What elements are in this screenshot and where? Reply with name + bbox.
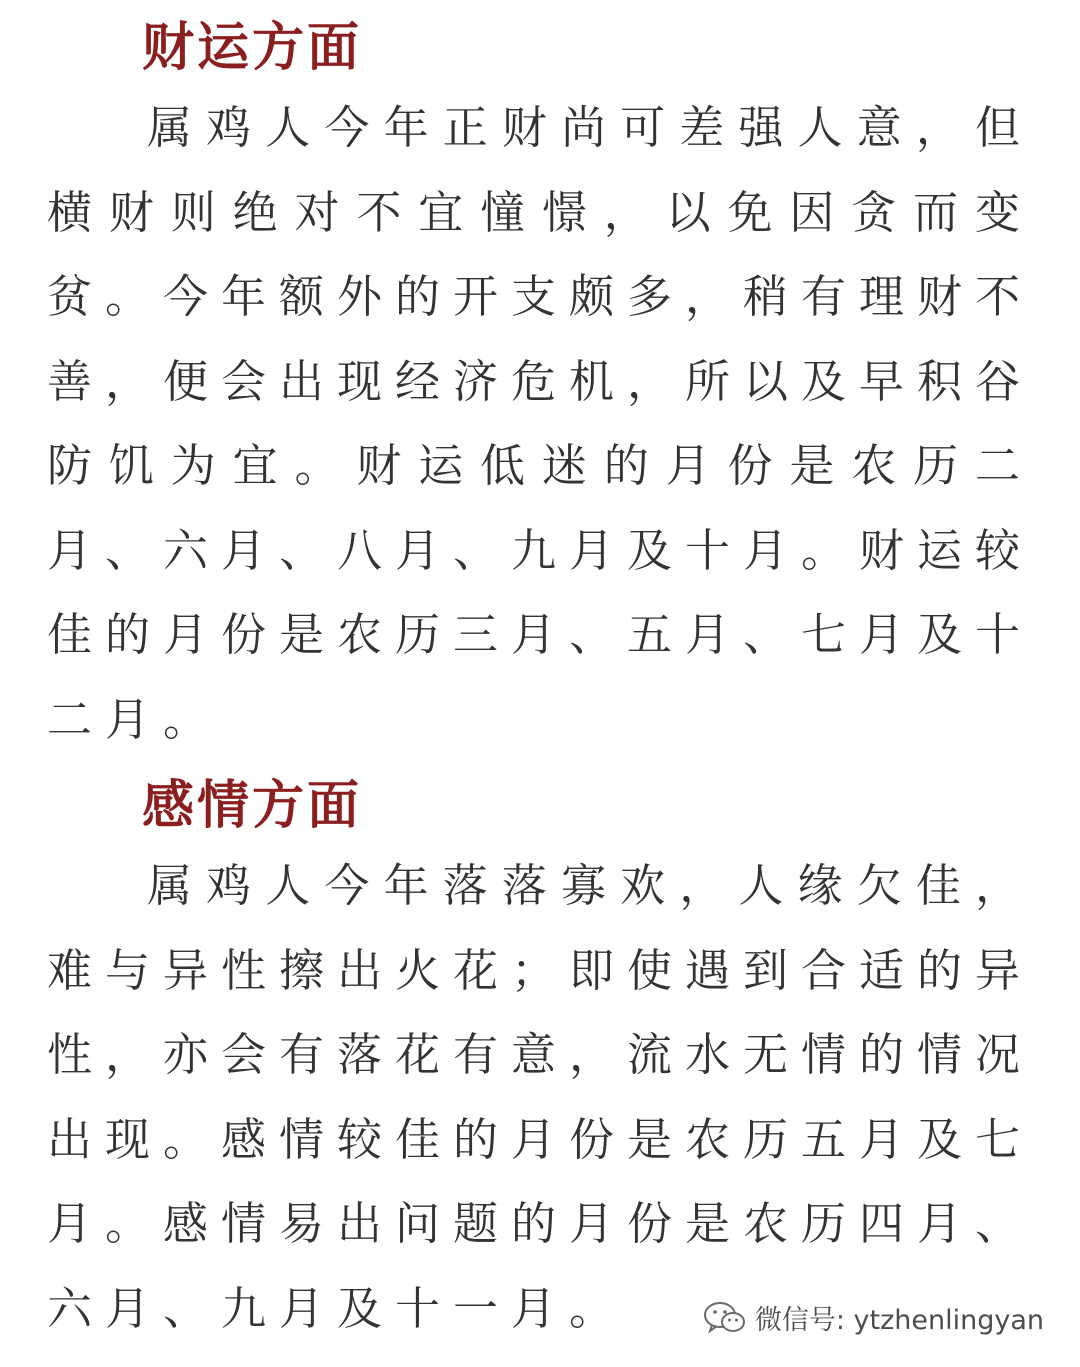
wechat-icon <box>703 1301 747 1335</box>
section-body-wealth: 属鸡人今年正财尚可差强人意，但横财则绝对不宜憧憬，以免因贪而变贫。今年额外的开支颇多，稍有理财不善，便会出现经济危机，所以及早积谷防饥为宜。财运低迷的月份是农历二月、六月、八月、九月及十月。财运较佳的月份是农历三月、五月、七月及十二月。 <box>47 101 1034 746</box>
section-title-love: 感情方面 <box>142 776 363 836</box>
section-body-love: 属鸡人今年落落寡欢，人缘欠佳，难与异性擦出火花；即使遇到合适的异性，亦会有落花有意，流水无情的情况出现。感情较佳的月份是农历五月及七月。感情易出问题的月份是农历四月、六月、九月及十一月。 <box>47 859 1034 1335</box>
watermark-text: 微信号: ytzhenlingyan <box>754 1305 1044 1336</box>
wechat-watermark <box>703 1298 1044 1337</box>
section-title-wealth: 财运方面 <box>142 18 363 78</box>
article <box>47 10 1033 1351</box>
